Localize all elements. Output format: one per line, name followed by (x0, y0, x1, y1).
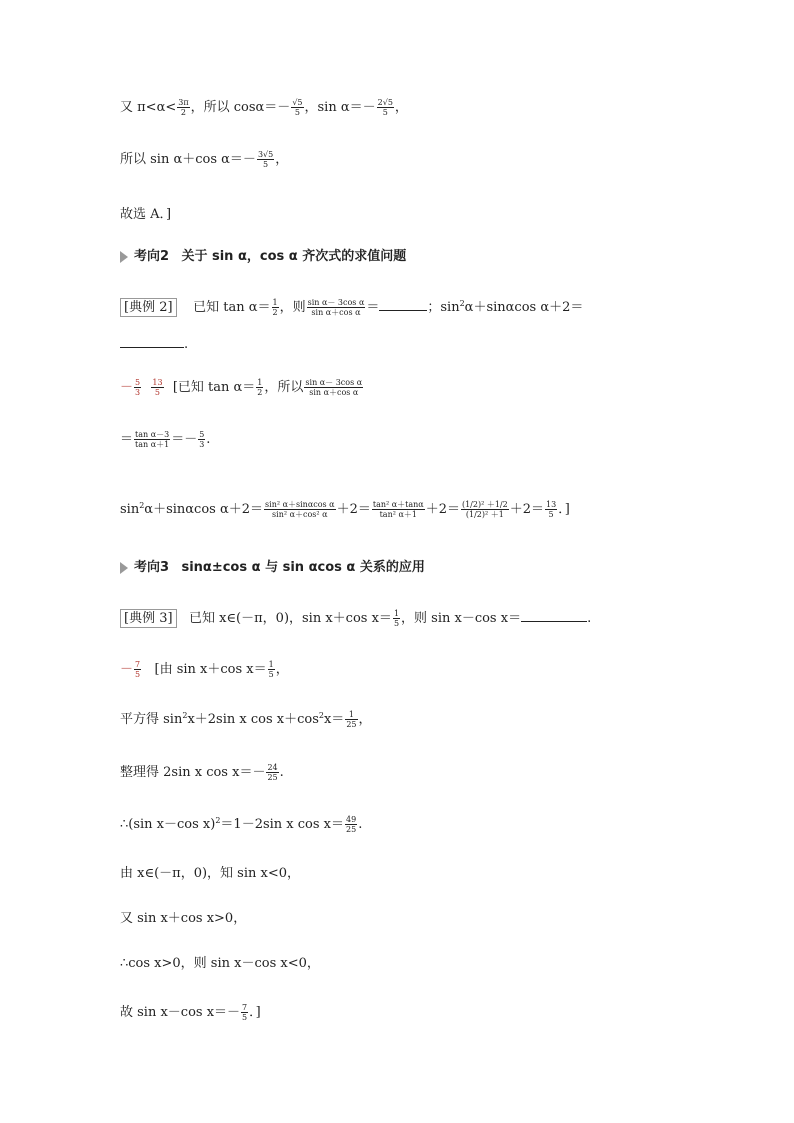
fraction (198, 430, 205, 449)
fraction (241, 1003, 248, 1022)
fraction (372, 500, 425, 519)
denominator: 5 (242, 1013, 248, 1023)
text: x＝ (323, 712, 345, 728)
denominator: 2 (180, 108, 186, 118)
denominator: 5 (263, 160, 269, 170)
line-6: 由 x∈(－π，0)，知 sin x<0， (120, 866, 301, 881)
text: ＋2＝ (336, 502, 371, 518)
numerator: sin² α＋sinαcos α (265, 500, 335, 509)
text: 平方得 sin (120, 712, 183, 728)
numerator: sin α－ 3cos α (307, 298, 365, 307)
numerator: 2√5 (377, 98, 393, 107)
numerator: 1 (393, 609, 400, 618)
line-simplify (120, 763, 284, 782)
numerator: 1 (268, 660, 274, 669)
text: ，则 sin x－cos x＝ (401, 611, 522, 627)
denominator: 5 (268, 670, 274, 680)
fraction (266, 763, 278, 782)
text: [由 sin x＋cos x＝ (154, 662, 267, 678)
answer-blank (120, 347, 184, 348)
text: ＝－ (171, 432, 198, 448)
denominator: 25 (267, 773, 278, 783)
denominator: 5 (393, 619, 400, 629)
text: α＋sinαcos α＋2＝ (464, 300, 584, 316)
fraction (272, 298, 279, 317)
text: 已知 x∈(－π，0)，sin x＋cos x＝ (188, 611, 392, 627)
text: ；sin (427, 300, 460, 316)
fraction (134, 430, 170, 449)
fraction (345, 710, 357, 729)
denominator: 25 (346, 825, 357, 835)
denominator: 3 (135, 388, 141, 398)
answer-fraction (134, 660, 141, 679)
text: [已知 tan α＝ (172, 380, 256, 396)
section-title: 关于 sin α，cos α 齐次式的求值问题 (181, 249, 407, 264)
fraction (264, 500, 336, 519)
example-3 (120, 609, 591, 628)
fraction (307, 298, 366, 317)
text: ，则 (279, 300, 306, 316)
numerator: 7 (135, 660, 141, 669)
denominator: 25 (346, 720, 357, 730)
triangle-icon (120, 562, 128, 574)
text: ，sin α＝－ (304, 100, 376, 116)
text: ， (275, 662, 289, 678)
text: ＋2＝ (425, 502, 460, 518)
numerator: 24 (267, 763, 278, 772)
text: 整理得 2sin x cos x＝－ (120, 765, 266, 781)
numerator: 3√5 (257, 150, 274, 159)
denominator: 2 (257, 388, 263, 398)
denominator: 5 (294, 108, 300, 118)
text: ， (275, 152, 289, 168)
numerator: 13 (152, 378, 163, 387)
denominator: 5 (154, 388, 161, 398)
text: x＋2sin x cos x＋cos (187, 712, 319, 728)
example-2-blank-line: . (120, 338, 188, 351)
text: sin (120, 502, 140, 518)
text: ．] (249, 1005, 261, 1021)
text: . (587, 611, 592, 627)
denominator: 3 (199, 440, 205, 450)
numerator: (1/2)² ＋1/2 (461, 500, 508, 509)
denominator: sin² α＋cos² α (272, 510, 328, 520)
fraction (377, 98, 394, 117)
numerator: √5 (292, 98, 303, 107)
answer-blank (521, 621, 587, 622)
text: ．] (558, 502, 570, 518)
numerator: 5 (135, 378, 141, 387)
example-tag: [典例 2] (120, 298, 177, 317)
numerator: 5 (199, 430, 205, 439)
numerator: 3π (178, 98, 189, 107)
numerator: 1 (272, 298, 278, 307)
text: 又 π<α< (120, 100, 177, 116)
fraction (393, 609, 400, 628)
numerator: sin α－ 3cos α (305, 378, 363, 387)
fraction (177, 98, 189, 117)
line-2 (120, 150, 288, 169)
fraction (291, 98, 303, 117)
line-conclusion (120, 1003, 261, 1022)
section-label: 考向2 (134, 249, 170, 264)
text: ，所以 (264, 380, 304, 396)
answer-blank (379, 310, 427, 311)
text: ， (358, 712, 372, 728)
fraction (257, 150, 274, 169)
triangle-icon (120, 251, 128, 263)
text: . (358, 817, 363, 833)
answer-fraction (134, 378, 141, 397)
text: . (206, 432, 211, 448)
example-tag: [典例 3] (120, 609, 177, 628)
numerator: 13 (546, 500, 557, 509)
text: ＝ (366, 300, 380, 316)
line-8: ∴cos x>0，则 sin x－cos x<0， (120, 956, 320, 971)
denominator: tan² α＋1 (379, 510, 417, 520)
line-square: 平方得 $\sin^2x+2\sin$ x $\cos x+\cos^2x=$ $\frac{1}{25}$ ， (120, 710, 372, 730)
text: ＋2＝ (509, 502, 544, 518)
denominator: tan α＋1 (135, 440, 170, 450)
numerator: tan α－3 (135, 430, 170, 439)
section-label: 考向3 (134, 560, 170, 575)
text: 已知 tan α＝ (193, 300, 271, 316)
section-heading-3 (120, 561, 425, 574)
text: ，所以 cosα＝－ (190, 100, 291, 116)
answer-2-line-3: $\sin^2\alpha+\sin\alpha\cos$ α＋2＝ $\frac{\text{sin² α＋sinαcos α}}{\text{sin² α＋cos² α}}$ ＋2＝ $\frac{\text{tan² α＋tanα}}{\text{tan² α＋1}}$ ＋2＝ $\frac{\text{(1/2)² ＋1/2}}{\text{(1/2)² ＋1}}$ ＋2＝ $\frac{13}{5}$ ．] (120, 500, 570, 520)
denominator: sin α＋cos α (311, 308, 361, 318)
answer-3: － $\frac{7}{5}$ [由 sin x＋cos x＝ $\frac{1}{5}$ ， (120, 660, 289, 680)
section-heading-2 (120, 250, 406, 263)
text: 所以 sin α＋cos α＝－ (120, 152, 256, 168)
numerator: 49 (346, 815, 357, 824)
fraction (268, 660, 275, 679)
numerator: 7 (242, 1003, 248, 1012)
fraction (256, 378, 263, 397)
numerator: 1 (345, 710, 357, 720)
line-7: 又 sin x＋cos x>0， (120, 911, 247, 926)
denominator: 2 (272, 308, 278, 318)
fraction (345, 815, 357, 834)
section-title: sinα±cos α 与 sin αcos α 关系的应用 (181, 560, 425, 575)
text: 故 sin x－cos x＝－ (120, 1005, 241, 1021)
text: α＋sinαcos α＋2＝ (144, 502, 264, 518)
line-1 (120, 98, 408, 117)
denominator: sin α＋cos α (309, 388, 359, 398)
line-3: 故选 A．] (120, 207, 172, 222)
fraction (304, 378, 363, 397)
numerator: tan² α＋tanα (372, 500, 424, 509)
answer-2: － $\frac{5}{3}$ $\frac{13}{5}$ [已知 tan α＝ $\frac{1}{2}$ ，所以 $\frac{\text{sin α－ 3cos α}}{\text{sin α＋cos α}}$ (120, 378, 363, 398)
numerator: 1 (257, 378, 263, 387)
denominator: 5 (548, 510, 554, 520)
denominator: 5 (382, 108, 388, 118)
fraction (545, 500, 557, 519)
text: ， (394, 100, 408, 116)
text: ∴(sin x－cos x) (120, 817, 216, 833)
text: ＝1－2sin x cos x＝ (220, 817, 345, 833)
answer-fraction (151, 378, 163, 397)
answer-2-line-2: ＝ $\frac{\text{tan α－3}}{\text{tan α＋1}}$ ＝－ $\frac{5}{3}$ . (120, 430, 211, 450)
fraction (461, 500, 509, 519)
text: . (279, 765, 284, 781)
denominator: (1/2)² ＋1 (465, 510, 504, 520)
denominator: 5 (135, 670, 141, 680)
example-2: [典例 2] 已知 tan α＝ $\frac{1}{2}$ ，则 $\frac{\text{sin α－ 3cos α}}{\text{sin α＋cos α}}$ ＝ ；$\sin^2\alpha+\sin\alpha\cos$ α＋2＝ (120, 298, 583, 317)
line-therefore: ∴(sin x－cos x)$^2$＝1－2sin x cos x＝ $\frac{49}{25}$ . (120, 815, 363, 835)
